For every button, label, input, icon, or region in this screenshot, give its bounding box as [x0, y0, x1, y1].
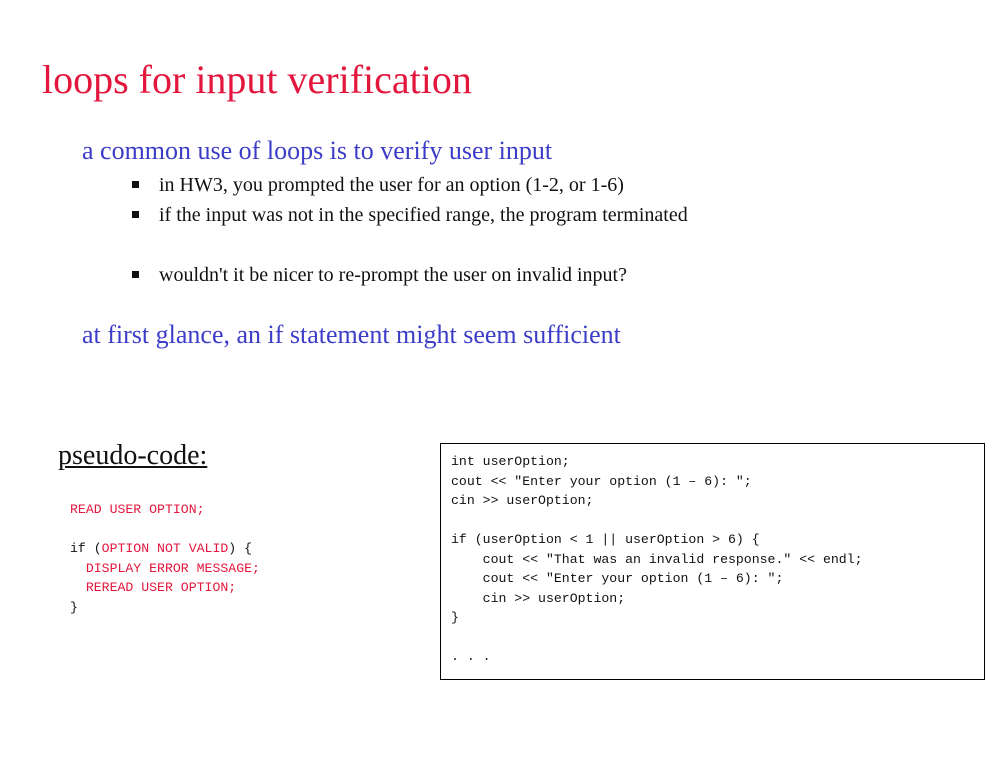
- square-bullet-icon: [132, 211, 139, 218]
- code-line: if (userOption < 1 || userOption > 6) {: [451, 532, 760, 547]
- pseudocode-line: }: [70, 599, 78, 615]
- code-sample: [451, 452, 974, 667]
- pseudocode-if-close: ) {: [228, 541, 253, 556]
- code-line: . . .: [451, 649, 491, 664]
- bullet-list: [132, 170, 688, 290]
- pseudocode-line: [70, 520, 260, 540]
- code-line: }: [451, 610, 459, 625]
- pseudocode-line: DISPLAY ERROR MESSAGE;: [70, 560, 260, 576]
- square-bullet-icon: [132, 181, 139, 188]
- pseudocode-if-open: if (: [70, 541, 102, 556]
- followup-text: at first glance, an if statement might seem sufficient: [82, 320, 621, 349]
- code-line: cout << "Enter your option (1 – 6): ";: [451, 473, 752, 489]
- code-sample-box: [440, 443, 985, 680]
- slide-title: loops for input verification: [42, 57, 472, 102]
- pseudocode-block: [70, 500, 260, 617]
- pseudocode-line: [70, 539, 260, 559]
- bullet-text: wouldn't it be nicer to re-prompt the user on invalid input?: [159, 264, 627, 286]
- code-line: [451, 628, 974, 648]
- code-line: [451, 511, 974, 531]
- pseudocode-heading: pseudo-code:: [58, 440, 208, 471]
- code-line: cout << "That was an invalid response." << endl;: [451, 551, 863, 567]
- code-line: cout << "Enter your option (1 – 6): ";: [451, 571, 784, 586]
- square-bullet-icon: [132, 271, 139, 278]
- bullet-item: [132, 200, 688, 230]
- pseudocode-line: REREAD USER OPTION;: [70, 580, 237, 595]
- intro-text: a common use of loops is to verify user input: [82, 136, 553, 165]
- bullet-item: [132, 170, 688, 200]
- pseudocode-condition: OPTION NOT VALID: [101, 541, 229, 556]
- code-line: cin >> userOption;: [451, 493, 594, 508]
- bullet-text: if the input was not in the specified range, the program terminated: [159, 204, 688, 226]
- code-line: int userOption;: [451, 454, 570, 469]
- bullet-text: in HW3, you prompted the user for an option (1-2, or 1-6): [159, 174, 624, 196]
- code-line: cin >> userOption;: [451, 590, 626, 606]
- bullet-item: [132, 260, 688, 290]
- pseudocode-line: READ USER OPTION;: [70, 502, 205, 517]
